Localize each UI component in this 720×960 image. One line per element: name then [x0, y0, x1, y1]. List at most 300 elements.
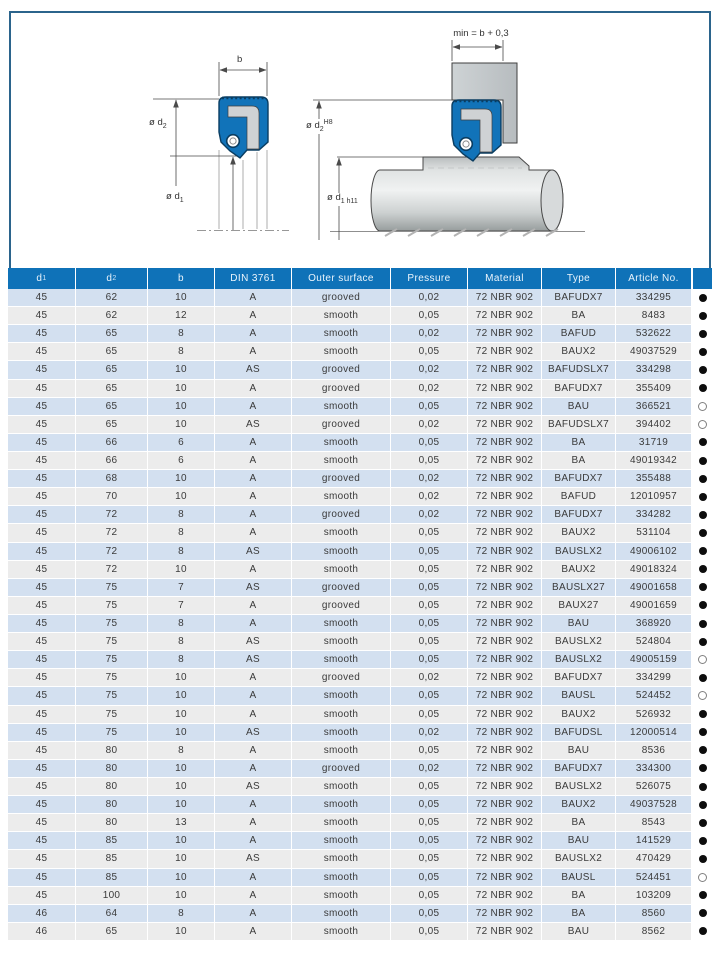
table-cell: BAUSLX2 [542, 778, 616, 796]
table-cell: A [215, 796, 292, 814]
table-cell: grooved [292, 579, 391, 597]
table-cell: 72 NBR 902 [468, 561, 542, 579]
column-header: DIN 3761 [215, 268, 292, 289]
table-cell: 45 [8, 416, 76, 434]
table-cell: 80 [76, 778, 148, 796]
table-cell: 7 [148, 579, 215, 597]
table-cell: BAFUDX7 [542, 669, 616, 687]
table-cell: 0,02 [391, 760, 468, 778]
table-cell: 0,05 [391, 796, 468, 814]
availability-cell [692, 706, 712, 724]
table-cell: 10 [148, 850, 215, 868]
availability-dot-filled [699, 728, 707, 736]
table-cell: A [215, 832, 292, 850]
table-cell: 10 [148, 887, 215, 905]
table-cell: smooth [292, 850, 391, 868]
table-cell: smooth [292, 869, 391, 887]
table-cell: 45 [8, 434, 76, 452]
left-diagram-seal-section [153, 62, 289, 231]
table-cell: 45 [8, 488, 76, 506]
table-cell: 72 NBR 902 [468, 289, 542, 307]
table-cell: 334295 [616, 289, 692, 307]
table-row [8, 561, 712, 579]
table-cell: 0,02 [391, 289, 468, 307]
table-cell: 65 [76, 380, 148, 398]
table-cell: BAFUDX7 [542, 470, 616, 488]
availability-dot-open [698, 402, 707, 411]
column-header: Pressure [391, 268, 468, 289]
table-cell: smooth [292, 687, 391, 705]
table-cell: A [215, 470, 292, 488]
table-cell: 141529 [616, 832, 692, 850]
table-cell: BAUSLX2 [542, 543, 616, 561]
table-cell: BA [542, 307, 616, 325]
table-cell: 8 [148, 905, 215, 923]
table-header-row [8, 268, 712, 289]
table-row [8, 687, 712, 705]
table-cell: 65 [76, 325, 148, 343]
column-header: Material [468, 268, 542, 289]
table-cell: 46 [8, 923, 76, 941]
table-cell: smooth [292, 706, 391, 724]
table-cell: 394402 [616, 416, 692, 434]
table-cell: 45 [8, 651, 76, 669]
table-cell: grooved [292, 506, 391, 524]
table-cell: 10 [148, 760, 215, 778]
table-cell: BAUX2 [542, 343, 616, 361]
table-cell: 80 [76, 760, 148, 778]
availability-cell [692, 561, 712, 579]
table-cell: A [215, 706, 292, 724]
table-cell: smooth [292, 887, 391, 905]
table-cell: grooved [292, 380, 391, 398]
table-cell: smooth [292, 633, 391, 651]
table-cell: A [215, 814, 292, 832]
table-row [8, 633, 712, 651]
availability-cell [692, 760, 712, 778]
table-cell: 0,05 [391, 597, 468, 615]
table-cell: 75 [76, 706, 148, 724]
availability-cell [692, 778, 712, 796]
table-row [8, 706, 712, 724]
table-cell: 0,05 [391, 742, 468, 760]
table-cell: 72 NBR 902 [468, 361, 542, 379]
table-cell: 72 NBR 902 [468, 416, 542, 434]
table-cell: 72 NBR 902 [468, 796, 542, 814]
availability-dot-filled [699, 457, 707, 465]
table-cell: 12010957 [616, 488, 692, 506]
table-cell: 0,02 [391, 488, 468, 506]
table-cell: 72 NBR 902 [468, 887, 542, 905]
availability-cell [692, 869, 712, 887]
table-cell: A [215, 905, 292, 923]
table-cell: smooth [292, 561, 391, 579]
table-cell: 75 [76, 724, 148, 742]
table-row [8, 814, 712, 832]
table-cell: 10 [148, 669, 215, 687]
availability-cell [692, 814, 712, 832]
availability-cell [692, 724, 712, 742]
table-cell: 45 [8, 543, 76, 561]
table-row [8, 724, 712, 742]
table-cell: 85 [76, 850, 148, 868]
table-cell: 72 NBR 902 [468, 506, 542, 524]
table-cell: 0,02 [391, 470, 468, 488]
table-cell: 8 [148, 615, 215, 633]
availability-dot-filled [699, 583, 707, 591]
table-cell: BAFUDSL [542, 724, 616, 742]
table-cell: A [215, 343, 292, 361]
availability-cell [692, 452, 712, 470]
availability-dot-filled [699, 819, 707, 827]
table-row [8, 343, 712, 361]
table-cell: AS [215, 633, 292, 651]
availability-cell [692, 307, 712, 325]
availability-dot-filled [699, 565, 707, 573]
table-cell: BAUX2 [542, 706, 616, 724]
availability-dot-open [698, 873, 707, 882]
table-cell: A [215, 869, 292, 887]
table-cell: 45 [8, 778, 76, 796]
dim-label-b: b [237, 54, 243, 65]
table-cell: AS [215, 543, 292, 561]
table-cell: grooved [292, 361, 391, 379]
availability-cell [692, 905, 712, 923]
table-cell: BA [542, 434, 616, 452]
table-cell: grooved [292, 597, 391, 615]
table-cell: 45 [8, 687, 76, 705]
table-row [8, 579, 712, 597]
column-header: b [148, 268, 215, 289]
table-cell: A [215, 289, 292, 307]
table-body [8, 289, 712, 941]
table-cell: 10 [148, 561, 215, 579]
availability-cell [692, 669, 712, 687]
availability-cell [692, 579, 712, 597]
table-cell: A [215, 434, 292, 452]
table-cell: A [215, 597, 292, 615]
table-cell: 72 NBR 902 [468, 325, 542, 343]
table-cell: 72 NBR 902 [468, 706, 542, 724]
table-cell: 75 [76, 579, 148, 597]
table-cell: 524452 [616, 687, 692, 705]
table-cell: smooth [292, 543, 391, 561]
availability-dot-open [698, 420, 707, 429]
table-cell: grooved [292, 416, 391, 434]
table-row [8, 524, 712, 542]
table-cell: BAU [542, 742, 616, 760]
table-cell: 0,05 [391, 923, 468, 941]
availability-cell [692, 742, 712, 760]
availability-dot-filled [699, 674, 707, 682]
table-cell: 334282 [616, 506, 692, 524]
table-cell: 45 [8, 724, 76, 742]
availability-cell [692, 832, 712, 850]
table-row [8, 850, 712, 868]
table-cell: grooved [292, 760, 391, 778]
table-cell: 8 [148, 742, 215, 760]
table-cell: 72 NBR 902 [468, 760, 542, 778]
table-cell: 62 [76, 307, 148, 325]
table-cell: 45 [8, 615, 76, 633]
table-cell: 45 [8, 760, 76, 778]
table-cell: BAU [542, 398, 616, 416]
table-cell: 72 NBR 902 [468, 814, 542, 832]
table-row [8, 488, 712, 506]
table-row [8, 832, 712, 850]
table-cell: A [215, 687, 292, 705]
table-cell: 45 [8, 706, 76, 724]
availability-dot-filled [699, 909, 707, 917]
table-cell: 72 NBR 902 [468, 869, 542, 887]
table-cell: 334300 [616, 760, 692, 778]
table-cell: 45 [8, 669, 76, 687]
table-cell: 0,02 [391, 325, 468, 343]
availability-cell [692, 506, 712, 524]
availability-cell [692, 887, 712, 905]
table-cell: 72 NBR 902 [468, 579, 542, 597]
table-cell: BAFUDSLX7 [542, 416, 616, 434]
table-cell: 80 [76, 742, 148, 760]
availability-cell [692, 380, 712, 398]
table-cell: smooth [292, 524, 391, 542]
table-cell: 72 NBR 902 [468, 923, 542, 941]
table-cell: 70 [76, 488, 148, 506]
table-cell: 524804 [616, 633, 692, 651]
table-cell: 0,05 [391, 832, 468, 850]
availability-cell [692, 796, 712, 814]
table-cell: 75 [76, 651, 148, 669]
availability-dot-filled [699, 891, 707, 899]
table-row [8, 869, 712, 887]
column-header: d 2 [76, 268, 148, 289]
table-cell: 72 NBR 902 [468, 724, 542, 742]
table-cell: 45 [8, 325, 76, 343]
table-cell: A [215, 307, 292, 325]
availability-dot-filled [699, 493, 707, 501]
table-cell: 72 NBR 902 [468, 687, 542, 705]
availability-dot-filled [699, 511, 707, 519]
table-cell: AS [215, 850, 292, 868]
table-cell: 0,05 [391, 343, 468, 361]
table-cell: 366521 [616, 398, 692, 416]
table-cell: 10 [148, 923, 215, 941]
table-cell: A [215, 760, 292, 778]
table-cell: 75 [76, 687, 148, 705]
table-cell: 72 NBR 902 [468, 597, 542, 615]
availability-dot-filled [699, 801, 707, 809]
table-cell: 8562 [616, 923, 692, 941]
table-cell: A [215, 380, 292, 398]
table-cell: 49037528 [616, 796, 692, 814]
table-cell: smooth [292, 724, 391, 742]
table-cell: 12 [148, 307, 215, 325]
table-cell: 0,05 [391, 452, 468, 470]
table-cell: A [215, 561, 292, 579]
availability-dot-filled [699, 330, 707, 338]
table-cell: A [215, 325, 292, 343]
table-cell: BAUSLX2 [542, 633, 616, 651]
availability-dot-filled [699, 764, 707, 772]
table-cell: BAUSL [542, 687, 616, 705]
table-cell: BAFUD [542, 325, 616, 343]
table-cell: 45 [8, 850, 76, 868]
table-row [8, 289, 712, 307]
dim-label-d2-right: ø $d_2^{H8}$ [306, 119, 333, 134]
table-row [8, 905, 712, 923]
availability-cell [692, 633, 712, 651]
table-cell: grooved [292, 470, 391, 488]
table-cell: 0,02 [391, 506, 468, 524]
table-cell: 80 [76, 814, 148, 832]
table-cell: 45 [8, 796, 76, 814]
table-cell: smooth [292, 905, 391, 923]
availability-cell [692, 524, 712, 542]
table-cell: grooved [292, 669, 391, 687]
table-cell: 10 [148, 380, 215, 398]
table-cell: BAFUDX7 [542, 506, 616, 524]
table-cell: 13 [148, 814, 215, 832]
availability-cell [692, 361, 712, 379]
table-cell: smooth [292, 796, 391, 814]
table-cell: smooth [292, 651, 391, 669]
table-row [8, 615, 712, 633]
table-cell: 12000514 [616, 724, 692, 742]
table-cell: 45 [8, 506, 76, 524]
table-cell: 80 [76, 796, 148, 814]
table-cell: 46 [8, 905, 76, 923]
table-cell: smooth [292, 488, 391, 506]
table-cell: BAFUD [542, 488, 616, 506]
table-cell: 85 [76, 832, 148, 850]
table-cell: BAFUDSLX7 [542, 361, 616, 379]
table-cell: 0,05 [391, 850, 468, 868]
table-cell: BAUX2 [542, 561, 616, 579]
table-cell: smooth [292, 398, 391, 416]
dim-label-min-b: min = b + 0,3 [435, 29, 527, 39]
table-cell: BA [542, 905, 616, 923]
table-cell: A [215, 615, 292, 633]
dim-label-d2-left: ø $d_2$ [149, 117, 167, 130]
table-cell: 75 [76, 669, 148, 687]
availability-dot-filled [699, 746, 707, 754]
table-cell: 65 [76, 923, 148, 941]
table-cell: smooth [292, 434, 391, 452]
table-row [8, 434, 712, 452]
table-row [8, 416, 712, 434]
table-row [8, 669, 712, 687]
table-cell: smooth [292, 832, 391, 850]
table-cell: BAUX2 [542, 524, 616, 542]
table-cell: BAFUDX7 [542, 760, 616, 778]
availability-dot-filled [699, 638, 707, 646]
table-cell: BA [542, 814, 616, 832]
table-row [8, 796, 712, 814]
table-cell: 75 [76, 597, 148, 615]
table-cell: 0,05 [391, 687, 468, 705]
table-cell: A [215, 506, 292, 524]
table-cell: 10 [148, 706, 215, 724]
table-cell: 75 [76, 615, 148, 633]
table-cell: 68 [76, 470, 148, 488]
table-cell: 64 [76, 905, 148, 923]
table-cell: 72 NBR 902 [468, 651, 542, 669]
table-row [8, 506, 712, 524]
table-cell: 526932 [616, 706, 692, 724]
table-cell: 45 [8, 470, 76, 488]
table-cell: 72 NBR 902 [468, 669, 542, 687]
column-header: Article No. [616, 268, 692, 289]
availability-cell [692, 597, 712, 615]
table-cell: smooth [292, 307, 391, 325]
table-cell: 10 [148, 724, 215, 742]
table-cell: 45 [8, 343, 76, 361]
table-row [8, 651, 712, 669]
table-cell: 45 [8, 814, 76, 832]
table-cell: A [215, 452, 292, 470]
table-cell: 45 [8, 307, 76, 325]
shaft [371, 157, 563, 231]
table-cell: 10 [148, 361, 215, 379]
table-cell: BA [542, 452, 616, 470]
availability-cell [692, 923, 712, 941]
table-cell: A [215, 887, 292, 905]
table-cell: 0,02 [391, 416, 468, 434]
table-cell: smooth [292, 742, 391, 760]
availability-cell [692, 434, 712, 452]
table-cell: A [215, 923, 292, 941]
availability-dot-filled [699, 529, 707, 537]
dim-label-d1-left: ø $d_1$ [166, 191, 184, 204]
table-cell: 72 NBR 902 [468, 905, 542, 923]
table-cell: 66 [76, 452, 148, 470]
table-row [8, 470, 712, 488]
availability-cell [692, 325, 712, 343]
table-cell: 45 [8, 561, 76, 579]
shaft-end-cap [541, 170, 563, 231]
availability-dot-filled [699, 710, 707, 718]
table-cell: AS [215, 579, 292, 597]
availability-dot-filled [699, 855, 707, 863]
table-cell: BAFUDX7 [542, 289, 616, 307]
availability-cell [692, 615, 712, 633]
dim-label-d1-right: ø $d_{1 h11}$ [327, 192, 358, 205]
table-cell: 524451 [616, 869, 692, 887]
table-cell: 72 [76, 543, 148, 561]
table-cell: 65 [76, 416, 148, 434]
table-cell: 8 [148, 506, 215, 524]
table-cell: A [215, 742, 292, 760]
table-cell: 45 [8, 289, 76, 307]
table-cell: 66 [76, 434, 148, 452]
table-cell: 334299 [616, 669, 692, 687]
table-cell: 355488 [616, 470, 692, 488]
table-cell: 72 NBR 902 [468, 307, 542, 325]
table-cell: 72 NBR 902 [468, 524, 542, 542]
availability-dot-open [698, 655, 707, 664]
table-cell: 72 NBR 902 [468, 633, 542, 651]
availability-cell [692, 398, 712, 416]
table-cell: 72 [76, 524, 148, 542]
table-cell: smooth [292, 923, 391, 941]
table-cell: 0,05 [391, 434, 468, 452]
table-cell: 0,05 [391, 814, 468, 832]
table-cell: 45 [8, 361, 76, 379]
table-cell: smooth [292, 325, 391, 343]
availability-cell [692, 416, 712, 434]
table-cell: 0,05 [391, 561, 468, 579]
availability-dot-filled [699, 547, 707, 555]
